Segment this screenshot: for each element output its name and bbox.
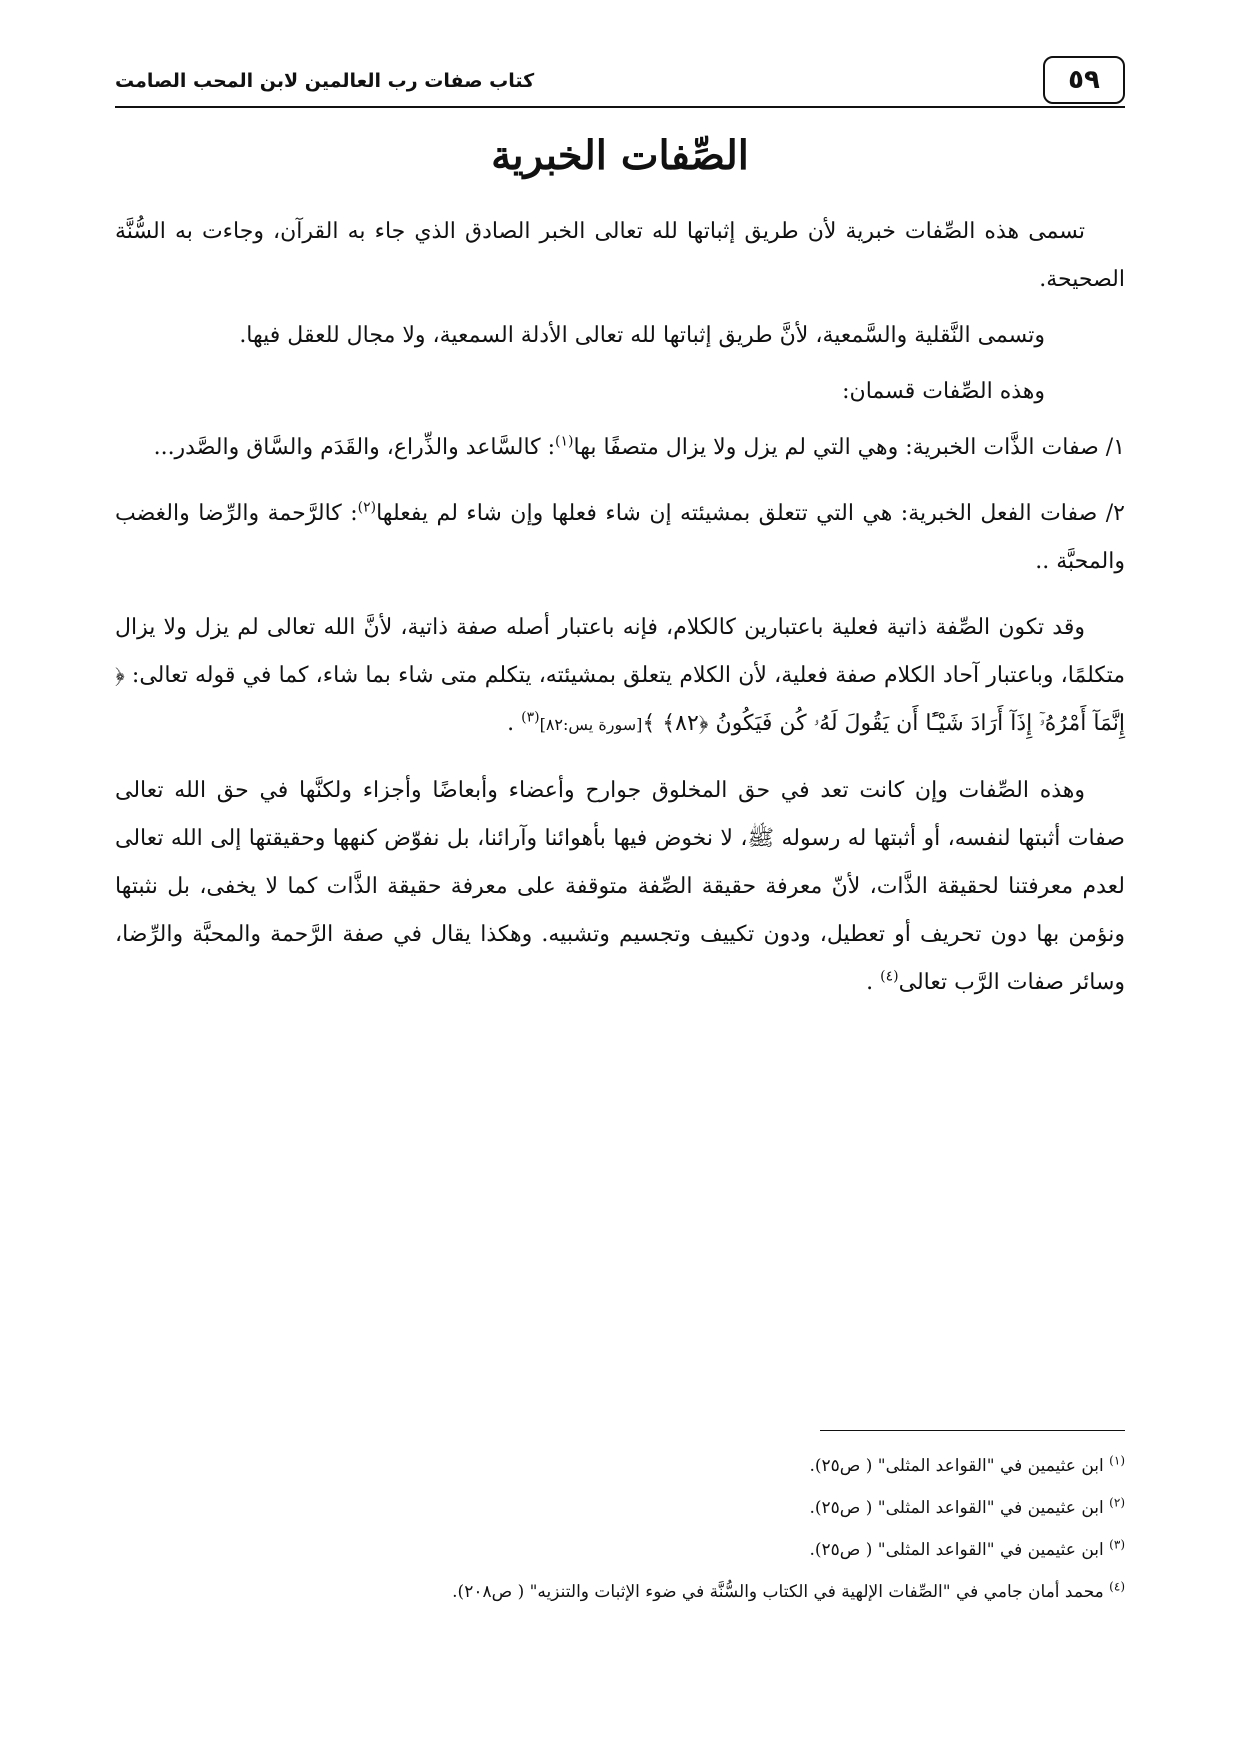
footnote-2: [115, 1487, 1125, 1529]
paragraph-7-text: وهذه الصِّفات وإن كانت تعد في حق المخلوق جوارح وأعضاء وأبعاضًا وأجزاء ولكنَّها في حق الله تعالى صفات أثبتها لنفسه، أو أثبتها له رسوله ﷺ، لا نخوض فيها بأهوائنا وآرائنا، بل نفوّض كنهها وحقيقتها إلى الله تعالى لعدم معرفتنا لحقيقة الذَّات، لأنّ معرفة حقيقة الصِّفة متوقفة على معرفة حقيقة الذَّات كما لا يخفى، بل نثبتها ونؤمن بها دون تحريف أو تعطيل، ودون تكييف وتجسيم وتشبيه. وهكذا يقال في صفة الرَّحمة والمحبَّة والرِّضا، وسائر صفات الرَّب تعالى: [115, 778, 1125, 995]
footnote-ref-4: (٤): [880, 968, 899, 985]
page-header: [115, 56, 1125, 108]
paragraph-7-tail: .: [866, 970, 881, 995]
footnote-1: [115, 1445, 1125, 1487]
footnote-ref-3: (٣): [521, 709, 540, 726]
header-divider: [115, 106, 1125, 108]
footnote-4: [115, 1571, 1125, 1613]
body-text: [115, 208, 1125, 1015]
paragraph-6-tail: .: [507, 711, 522, 736]
paragraph-6-text: وقد تكون الصِّفة ذاتية فعلية باعتبارين كالكلام، فإنه باعتبار أصله صفة ذاتية، لأنَّ الله تعالى لم يزل ولا يزال متكلمًا، وباعتبار آحاد الكلام صفة فعلية، لأن الكلام يتعلق بمشيئته، يتكلم متى شاء بما شاء، كما في قوله تعالى:: [115, 615, 1125, 688]
footnote-number: (٤): [1109, 1579, 1125, 1594]
footnote-text: محمد أمان جامي في "الصِّفات الإلهية في الكتاب والسُّنَّة في ضوء الإثبات والتنزيه" ( ص٢٠٨).: [452, 1582, 1110, 1602]
paragraph-4: [115, 424, 1125, 472]
surah-reference: [سورة يس:٨٢]: [539, 715, 643, 734]
footnote-3: [115, 1529, 1125, 1571]
footnote-number: (٢): [1109, 1495, 1125, 1510]
footnote-number: (١): [1109, 1453, 1125, 1468]
footnote-ref-2: (٢): [357, 499, 377, 516]
chapter-title: الصِّفات الخبرية: [491, 132, 749, 179]
footnotes: [115, 1445, 1125, 1613]
paragraph-7: [115, 767, 1125, 1007]
paragraph-6: [115, 604, 1125, 749]
quran-verse: ﴿ إِنَّمَآ أَمْرُهُۥٓ إِذَآ أَرَادَ شَيْـًٔا أَن يَقُولَ لَهُۥ كُن فَيَكُونُ ﴿٨٢﴾ ﴾: [115, 663, 1125, 736]
footnote-ref-1: (١): [555, 433, 574, 450]
paragraph-4-text: ١/ صفات الذَّات الخبرية: وهي التي لم يزل ولا يزال متصفًا بها: [573, 435, 1125, 460]
paragraph-3: وهذه الصِّفات قسمان:: [842, 379, 1045, 404]
footnote-text: ابن عثيمين في "القواعد المثلى" ( ص٢٥).: [809, 1456, 1110, 1476]
page-number: ٥٩: [1043, 56, 1125, 104]
footnote-number: (٣): [1109, 1537, 1125, 1552]
footnote-text: ابن عثيمين في "القواعد المثلى" ( ص٢٥).: [809, 1498, 1110, 1518]
paragraph-2: وتسمى النَّقلية والسَّمعية، لأنَّ طريق إثباتها لله تعالى الأدلة السمعية، ولا مجال للعقل فيها.: [239, 323, 1045, 348]
paragraph-5-text: ٢/ صفات الفعل الخبرية: هي التي تتعلق بمشيئته إن شاء فعلها وإن شاء لم يفعلها: [376, 501, 1125, 526]
paragraph-5-tail: : كالرَّحمة والرِّضا والغضب والمحبَّة ..: [115, 501, 1125, 574]
paragraph-1: تسمى هذه الصِّفات خبرية لأن طريق إثباتها لله تعالى الخبر الصادق الذي جاء به القرآن، وجاءت به السُّنَّة الصحيحة.: [115, 219, 1125, 292]
footnote-divider: [820, 1430, 1125, 1431]
paragraph-4-tail: : كالسَّاعد والذِّراع، والقَدَم والسَّاق والصَّدر...: [153, 435, 556, 460]
footnote-text: ابن عثيمين في "القواعد المثلى" ( ص٢٥).: [809, 1540, 1110, 1560]
book-title: كتاب صفات رب العالمين لابن المحب الصامت: [115, 70, 535, 92]
paragraph-5: [115, 490, 1125, 586]
